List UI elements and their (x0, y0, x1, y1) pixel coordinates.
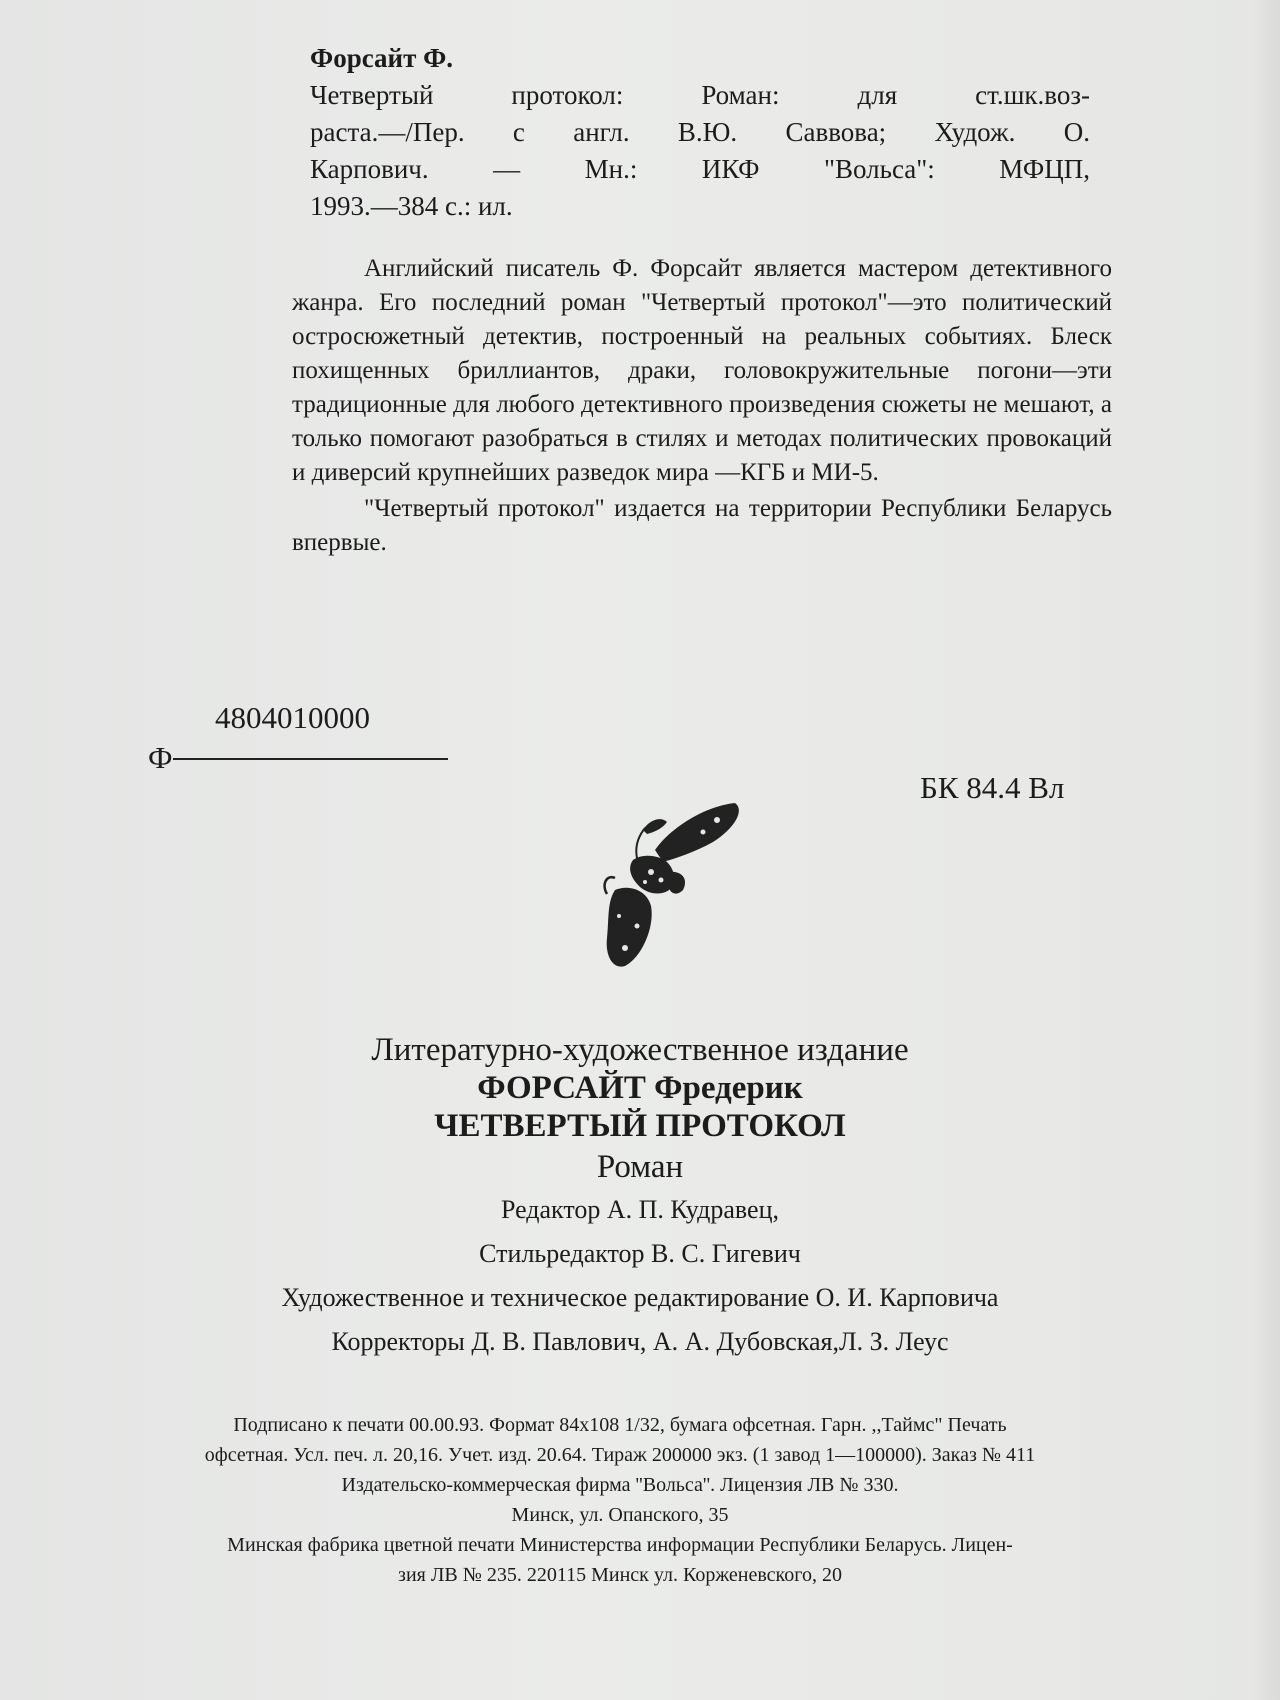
index-code-number: 4804010000 (215, 700, 370, 735)
credit-art-editor: Художественное и техническое редактирование О. И. Карповича (281, 1283, 999, 1312)
index-code-rule (173, 758, 448, 760)
credit-style-editor: Стильредактор В. С. Гигевич (479, 1239, 801, 1268)
biblio-line: 1993.—384 с.: ил. (310, 191, 513, 221)
annotation-paragraph: Английский писатель Ф. Форсайт является мастером детективного жанра. Его последний роман "Четвертый протокол"—это политический остросюжетный детектив, построенный на реальных событиях. Блеск похищенных бриллиантов, драки, головокружительные погони—эти традиционные для любого детективного произведения сюжеты не мешают, а только помогают разобраться в стилях и методах политических провокаций и диверсий крупнейших разведок мира —КГБ и МИ-5. (292, 255, 1112, 486)
imprint-title: ЧЕТВЕРТЫЙ ПРОТОКОЛ (434, 1108, 846, 1144)
imprint (100, 1030, 1180, 1364)
printing-line: офсетная. Усл. печ. л. 20,16. Учет. изд. 20.64. Тираж 200000 экз. (1 завод 1—100000). Заказ № 411 (204, 1444, 1036, 1466)
edition-type: Литературно-художественное издание (371, 1032, 909, 1068)
printing-line: Издательско-коммерческая фирма ''Вольса''. Лицензия ЛВ № 330. (341, 1474, 899, 1496)
imprint-genre: Роман (596, 1149, 684, 1185)
printing-details (0, 1410, 1240, 1590)
credit-proofreaders: Корректоры Д. В. Павлович, А. А. Дубовская,Л. З. Леус (331, 1327, 949, 1356)
page-edge-shadow (1252, 0, 1280, 1700)
imprint-author: ФОРСАЙТ Фредерик (477, 1070, 803, 1106)
printing-line: Минская фабрика цветной печати Министерства информации Республики Беларусь. Лицен- (227, 1534, 1013, 1556)
index-code-letter: Ф (148, 740, 173, 775)
bibliographic-entry (310, 40, 1090, 225)
credit-editor: Редактор А. П. Кудравец, (500, 1195, 780, 1224)
biblio-line: Четвертый протокол: Роман: для ст.шк.воз- (310, 80, 1090, 110)
moth-logo-icon (585, 798, 745, 998)
annotation (292, 252, 1112, 560)
biblio-line: раста.—/Пер. с англ. В.Ю. Саввова; Худож. О. (310, 117, 1090, 147)
biblio-line: Карпович. — Мн.: ИКФ "Вольса": МФЦП, (310, 154, 1090, 184)
printing-line: Подписано к печати 00.00.93. Формат 84x108 1/32, бумага офсетная. Гарн. ,,Таймс" Печать (233, 1414, 1007, 1436)
bbk-code: БК 84.4 Вл (920, 770, 1065, 805)
printing-line: Минск, ул. Опанского, 35 (511, 1504, 729, 1526)
biblio-author: Форсайт Ф. (310, 43, 454, 73)
printing-line: зия ЛВ № 235. 220115 Минск ул. Корженевского, 20 (398, 1564, 842, 1586)
annotation-paragraph: "Четвертый протокол" издается на территории Республики Беларусь впервые. (292, 495, 1112, 556)
